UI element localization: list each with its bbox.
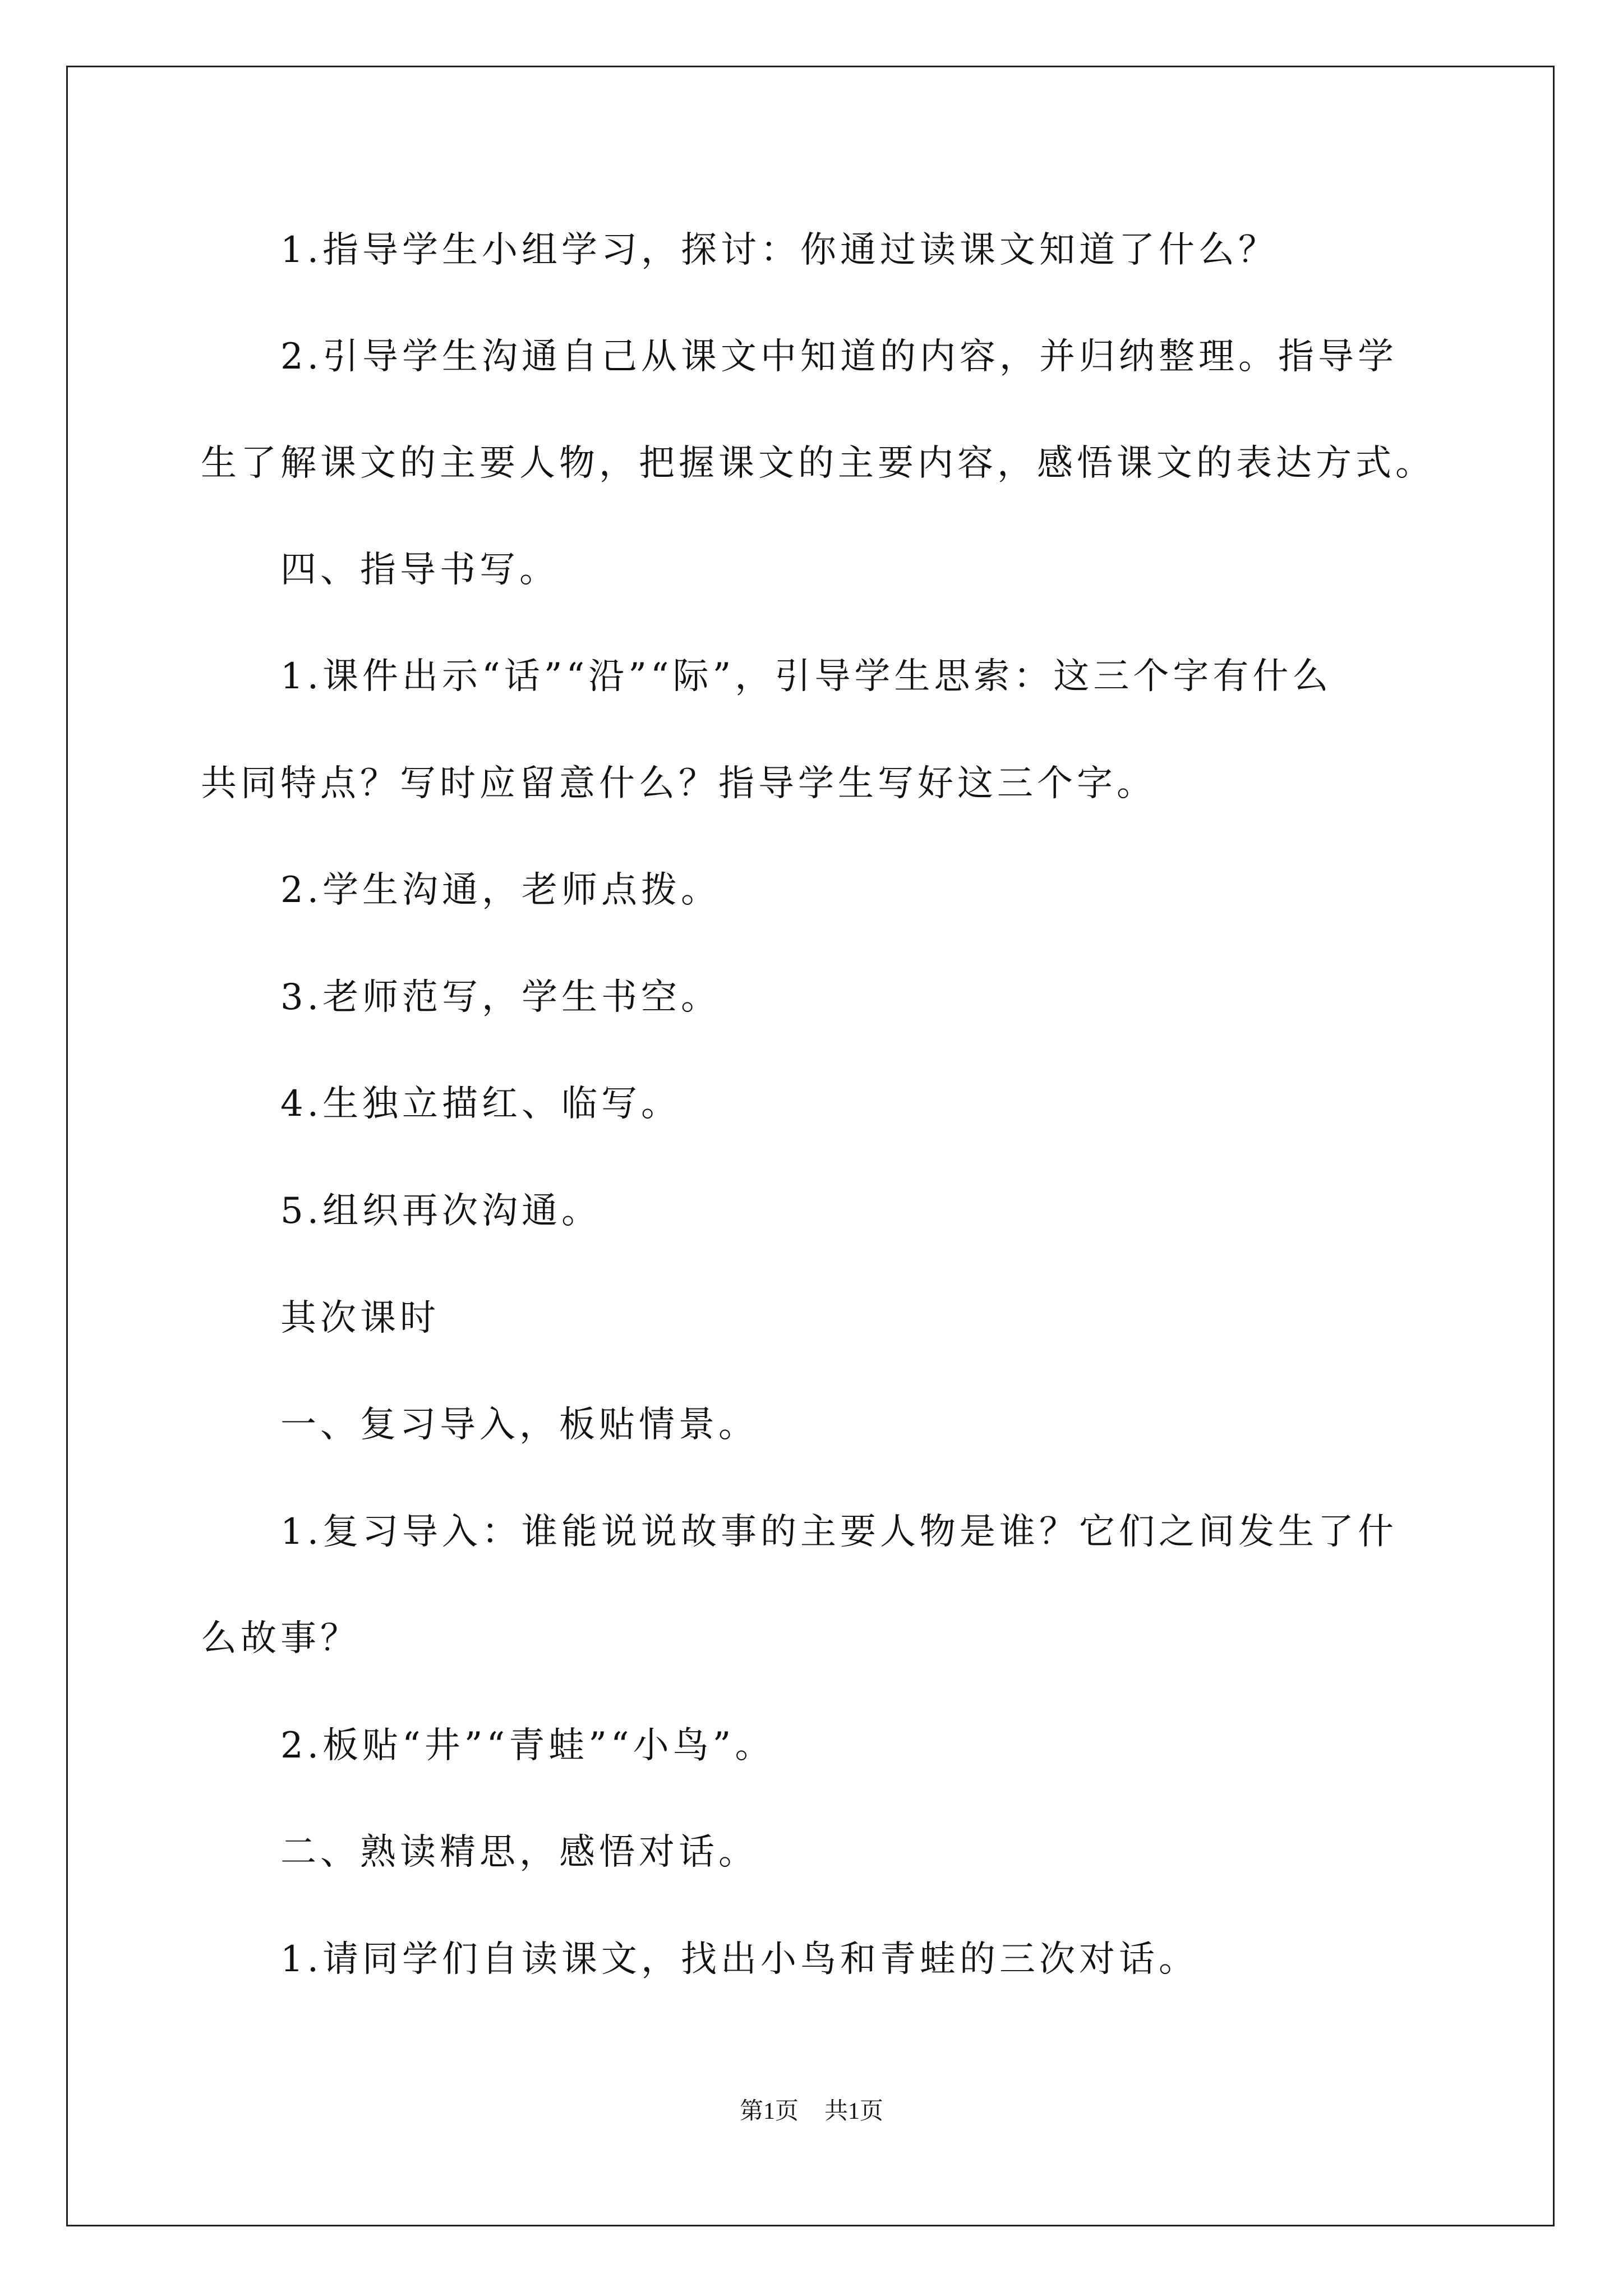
section-heading: 四、指导书写。 bbox=[280, 549, 559, 591]
section-heading: 一、复习导入，板贴情景。 bbox=[280, 1404, 758, 1446]
paragraph-continuation: 生了解课文的主要人物，把握课文的主要内容，感悟课文的表达方式。 bbox=[201, 443, 1435, 484]
paragraph: 2.学生沟通，老师点拨。 bbox=[280, 869, 721, 911]
paragraph: 1.复习导入：谁能说说故事的主要人物是谁？它们之间发生了什 bbox=[280, 1511, 1398, 1553]
paragraph: 4.生独立描红、临写。 bbox=[280, 1083, 681, 1125]
paragraph: 1.课件出示“话”“沿”“际”，引导学生思索：这三个字有什么 bbox=[280, 656, 1332, 697]
paragraph-continuation: 么故事？ bbox=[201, 1618, 360, 1659]
paragraph: 5.组织再次沟通。 bbox=[280, 1190, 602, 1232]
paragraph: 1.请同学们自读课文，找出小鸟和青蛙的三次对话。 bbox=[280, 1939, 1199, 1980]
section-heading: 二、熟读精思，感悟对话。 bbox=[280, 1832, 758, 1873]
paragraph: 2.引导学生沟通自己从课文中知道的内容，并归纳整理。指导学 bbox=[280, 336, 1398, 378]
paragraph: 3.老师范写，学生书空。 bbox=[280, 977, 721, 1018]
section-heading: 其次课时 bbox=[280, 1297, 440, 1339]
page-total: 共1页 bbox=[824, 2099, 884, 2124]
paragraph: 1.指导学生小组学习，探讨：你通过读课文知道了什么？ bbox=[280, 229, 1279, 271]
page-footer bbox=[0, 2100, 1623, 2123]
paragraph: 2.板贴“井”“青蛙”“小鸟”。 bbox=[280, 1725, 775, 1766]
paragraph-continuation: 共同特点？写时应留意什么？指导学生写好这三个字。 bbox=[201, 763, 1156, 804]
page-number: 第1页 bbox=[739, 2099, 799, 2124]
